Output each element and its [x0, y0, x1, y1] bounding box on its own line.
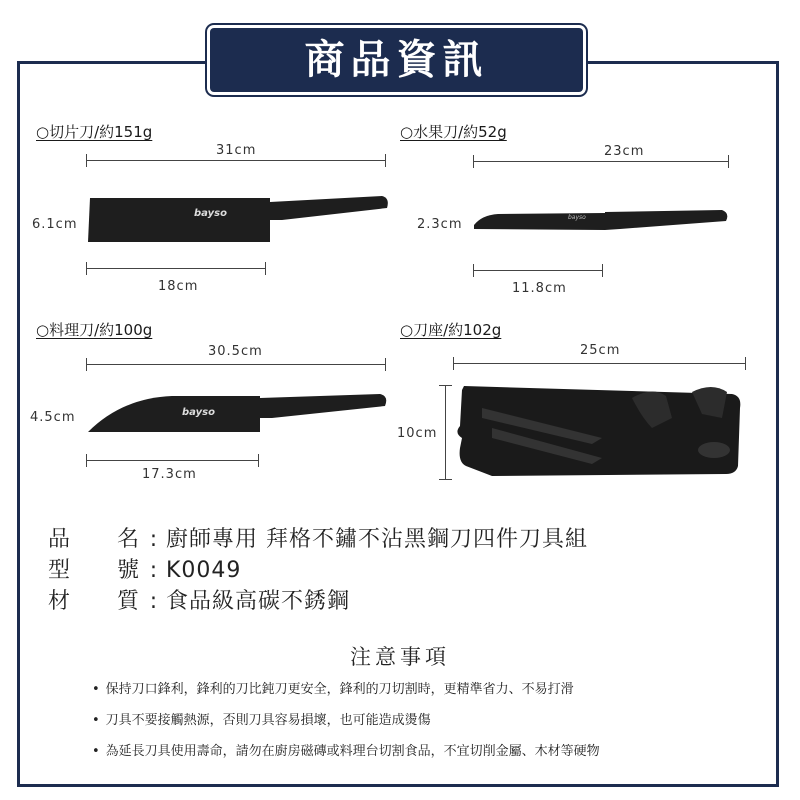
fruit-length: 23cm — [604, 144, 645, 159]
cooking-blade-line — [86, 460, 259, 461]
cooking-knife-image — [82, 388, 392, 440]
spec-row-name: 品 名 : 廚師專用 拜格不鏽不沾黑鋼刀四件刀具組 — [48, 522, 588, 553]
slicing-blade-line — [86, 268, 266, 269]
slicing-knife-label: ○切片刀/約151g — [36, 123, 153, 141]
stand-height: 10cm — [397, 426, 438, 441]
page-title: 商品資訊 — [304, 37, 489, 83]
stand-length: 25cm — [580, 343, 621, 358]
note-item: • 刀具不要接觸熱源，否則刀具容易損壞，也可能造成燙傷 — [92, 709, 431, 728]
spec-label: 品 名 — [48, 527, 141, 552]
fruit-height: 2.3cm — [417, 217, 463, 232]
spec-row-model: 型 號 : K0049 — [48, 553, 241, 584]
cooking-knife-label: ○料理刀/約100g — [36, 321, 153, 339]
slicing-brand-mark: bayso — [194, 208, 227, 219]
stand-length-line — [453, 363, 746, 364]
stand-height-line — [445, 385, 446, 480]
spec-label: 型 號 — [48, 558, 141, 583]
fruit-knife-label: ○水果刀/約52g — [400, 123, 507, 141]
note-item: • 為延長刀具使用壽命，請勿在廚房磁磚或料理台切割食品，不宜切削金屬、木材等硬物 — [92, 740, 600, 759]
cooking-brand-mark: bayso — [182, 407, 215, 418]
note-item: • 保持刀口鋒利，鋒利的刀比鈍刀更安全，鋒利的刀切割時，更精準省力、不易打滑 — [92, 678, 574, 697]
spec-value: 廚師專用 拜格不鏽不沾黑鋼刀四件刀具組 — [166, 527, 588, 552]
fruit-length-line — [473, 161, 729, 162]
notes-title: 注意事項 — [350, 645, 450, 669]
title-banner — [210, 28, 583, 92]
knife-stand-image — [452, 378, 748, 480]
cooking-length: 30.5cm — [208, 344, 263, 359]
slicing-length: 31cm — [216, 143, 257, 158]
fruit-brand-mark: bayso — [568, 214, 586, 221]
spec-value: K0049 — [166, 558, 242, 583]
spec-row-material: 材 質 : 食品級高碳不銹鋼 — [48, 584, 350, 615]
cooking-blade-length: 17.3cm — [142, 467, 197, 482]
slicing-height: 6.1cm — [32, 217, 78, 232]
fruit-blade-length: 11.8cm — [512, 281, 567, 296]
stand-label: ○刀座/約102g — [400, 321, 502, 339]
slicing-blade-length: 18cm — [158, 279, 199, 294]
slicing-knife-image — [82, 190, 392, 252]
fruit-blade-line — [473, 270, 603, 271]
slicing-length-line — [86, 160, 386, 161]
fruit-knife-image — [470, 205, 732, 235]
spec-label: 材 質 — [48, 589, 141, 614]
spec-value: 食品級高碳不銹鋼 — [166, 589, 351, 614]
cooking-length-line — [86, 364, 386, 365]
cooking-height: 4.5cm — [30, 410, 76, 425]
